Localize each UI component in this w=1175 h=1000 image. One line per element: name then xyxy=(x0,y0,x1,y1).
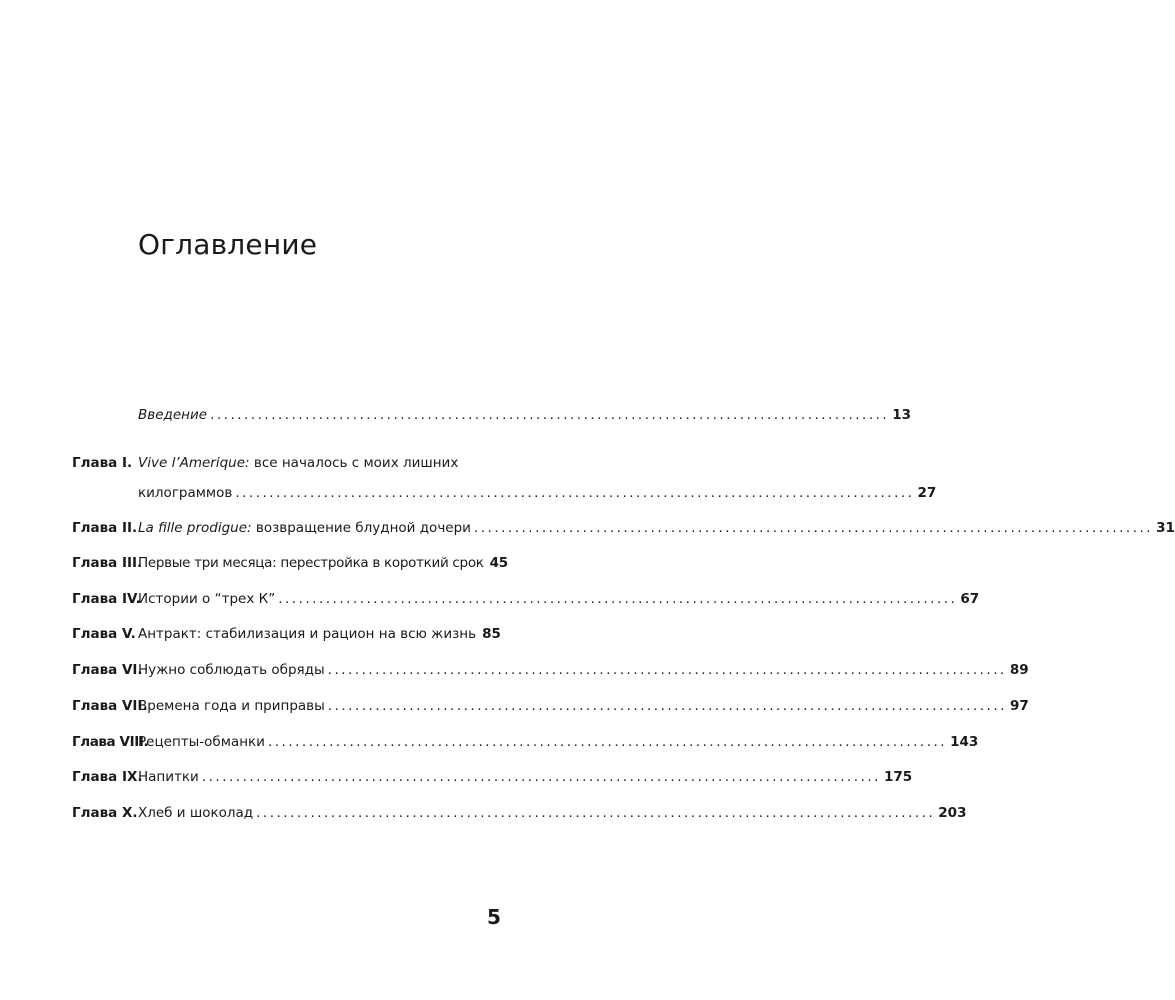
toc-entry-chapter-3[interactable] xyxy=(0,552,633,574)
toc-entry-title xyxy=(138,517,471,539)
toc-entry-chapter-6[interactable] xyxy=(0,659,1029,681)
toc-entry-title: Рецепты-обманки xyxy=(138,734,265,750)
chapter-label: Глава X. xyxy=(72,805,138,821)
toc-entry-chapter-8[interactable] xyxy=(0,731,979,753)
toc-page-number: 27 xyxy=(917,485,937,501)
toc-entry-chapter-1[interactable] xyxy=(0,452,633,474)
toc-line xyxy=(138,766,913,788)
toc-page-number: 13 xyxy=(892,407,912,423)
toc-entry-intro[interactable] xyxy=(0,404,912,426)
chapter-label: Глава III. xyxy=(72,555,143,571)
dot-leader: .................................................................................................... xyxy=(327,698,1007,714)
toc-page-number: 203 xyxy=(938,805,967,821)
dot-leader: .................................................................................................... xyxy=(473,520,1154,536)
toc-entry-title: Хлеб и шоколад xyxy=(138,805,254,821)
toc-entry-chapter-9[interactable] xyxy=(0,766,913,788)
chapter-label: Глава V. xyxy=(72,626,136,642)
toc-title: Оглавление xyxy=(138,228,318,261)
toc-entry-chapter-7[interactable] xyxy=(0,695,1029,717)
toc-entry-chapter-1-cont[interactable] xyxy=(0,482,937,504)
chapter-label: Глава IV. xyxy=(72,591,141,607)
dot-leader: .................................................................................................... xyxy=(267,734,948,750)
toc-line xyxy=(138,659,1029,681)
toc-entry-title-rest: возвращение блудной дочери xyxy=(251,520,471,536)
toc-entry-title-italic: Vive l’Amerique: xyxy=(138,455,250,471)
toc-page-number: 143 xyxy=(950,734,979,750)
dot-leader: .................................................................................................... xyxy=(210,407,890,423)
toc-line xyxy=(138,404,912,426)
toc-line xyxy=(138,731,979,753)
toc-entry-title: Антракт: стабилизация и рацион на всю жизнь xyxy=(138,626,477,642)
toc-entry-title xyxy=(138,404,207,426)
toc-page-number: 85 xyxy=(482,626,501,642)
dot-leader: .................................................................................................... xyxy=(256,805,936,821)
toc-page-number: 31 xyxy=(1156,520,1175,536)
toc-page-number: 97 xyxy=(1009,698,1029,714)
toc-line xyxy=(138,482,937,504)
chapter-label: Глава I. xyxy=(72,455,133,471)
toc-entry-title: Истории о “трех К” xyxy=(138,591,276,607)
toc-line xyxy=(138,452,500,474)
dot-leader: .................................................................................................... xyxy=(201,769,881,785)
chapter-label: Глава VIII. xyxy=(72,734,149,750)
toc-entry-chapter-2[interactable] xyxy=(0,517,1175,539)
dot-leader: .................................................................................................... xyxy=(327,662,1007,678)
dot-leader: .................................................................................................... xyxy=(235,485,915,501)
toc-line xyxy=(138,588,980,610)
toc-entry-title-italic: La fille prodigue: xyxy=(138,520,252,536)
toc-entry-title-italic: Введение xyxy=(138,407,208,423)
toc-entry-chapter-5[interactable] xyxy=(0,623,633,645)
toc-page-number: 67 xyxy=(960,591,980,607)
toc-entry-title: Первые три месяца: перестройка в короткий срок xyxy=(138,555,484,571)
toc-entry-chapter-4[interactable] xyxy=(0,588,980,610)
chapter-label: Глава IX. xyxy=(72,769,143,785)
toc-line xyxy=(138,552,508,574)
toc-entry-title: Времена года и приправы xyxy=(138,698,325,714)
toc-entry-chapter-10[interactable] xyxy=(0,802,967,824)
toc-entry-title xyxy=(138,452,458,474)
toc-entry-title-rest: все началось с моих лишних xyxy=(249,455,459,471)
chapter-label: Глава II. xyxy=(72,520,138,536)
toc-page-number: 175 xyxy=(883,769,913,785)
toc-line xyxy=(138,517,1175,539)
chapter-label: Глава VII. xyxy=(72,698,148,714)
toc-line xyxy=(138,623,500,645)
toc-entry-title-cont: килограммов xyxy=(138,485,233,501)
toc-page-number: 45 xyxy=(489,555,508,571)
toc-page-number: 89 xyxy=(1009,662,1029,678)
toc-line xyxy=(138,802,967,824)
page-number: 5 xyxy=(487,905,501,929)
toc-line xyxy=(138,695,1029,717)
toc-entry-title: Нужно соблюдать обряды xyxy=(138,662,325,678)
chapter-label: Глава VI. xyxy=(72,662,143,678)
toc-entry-title: Напитки xyxy=(138,769,199,785)
dot-leader: .................................................................................................... xyxy=(278,591,958,607)
